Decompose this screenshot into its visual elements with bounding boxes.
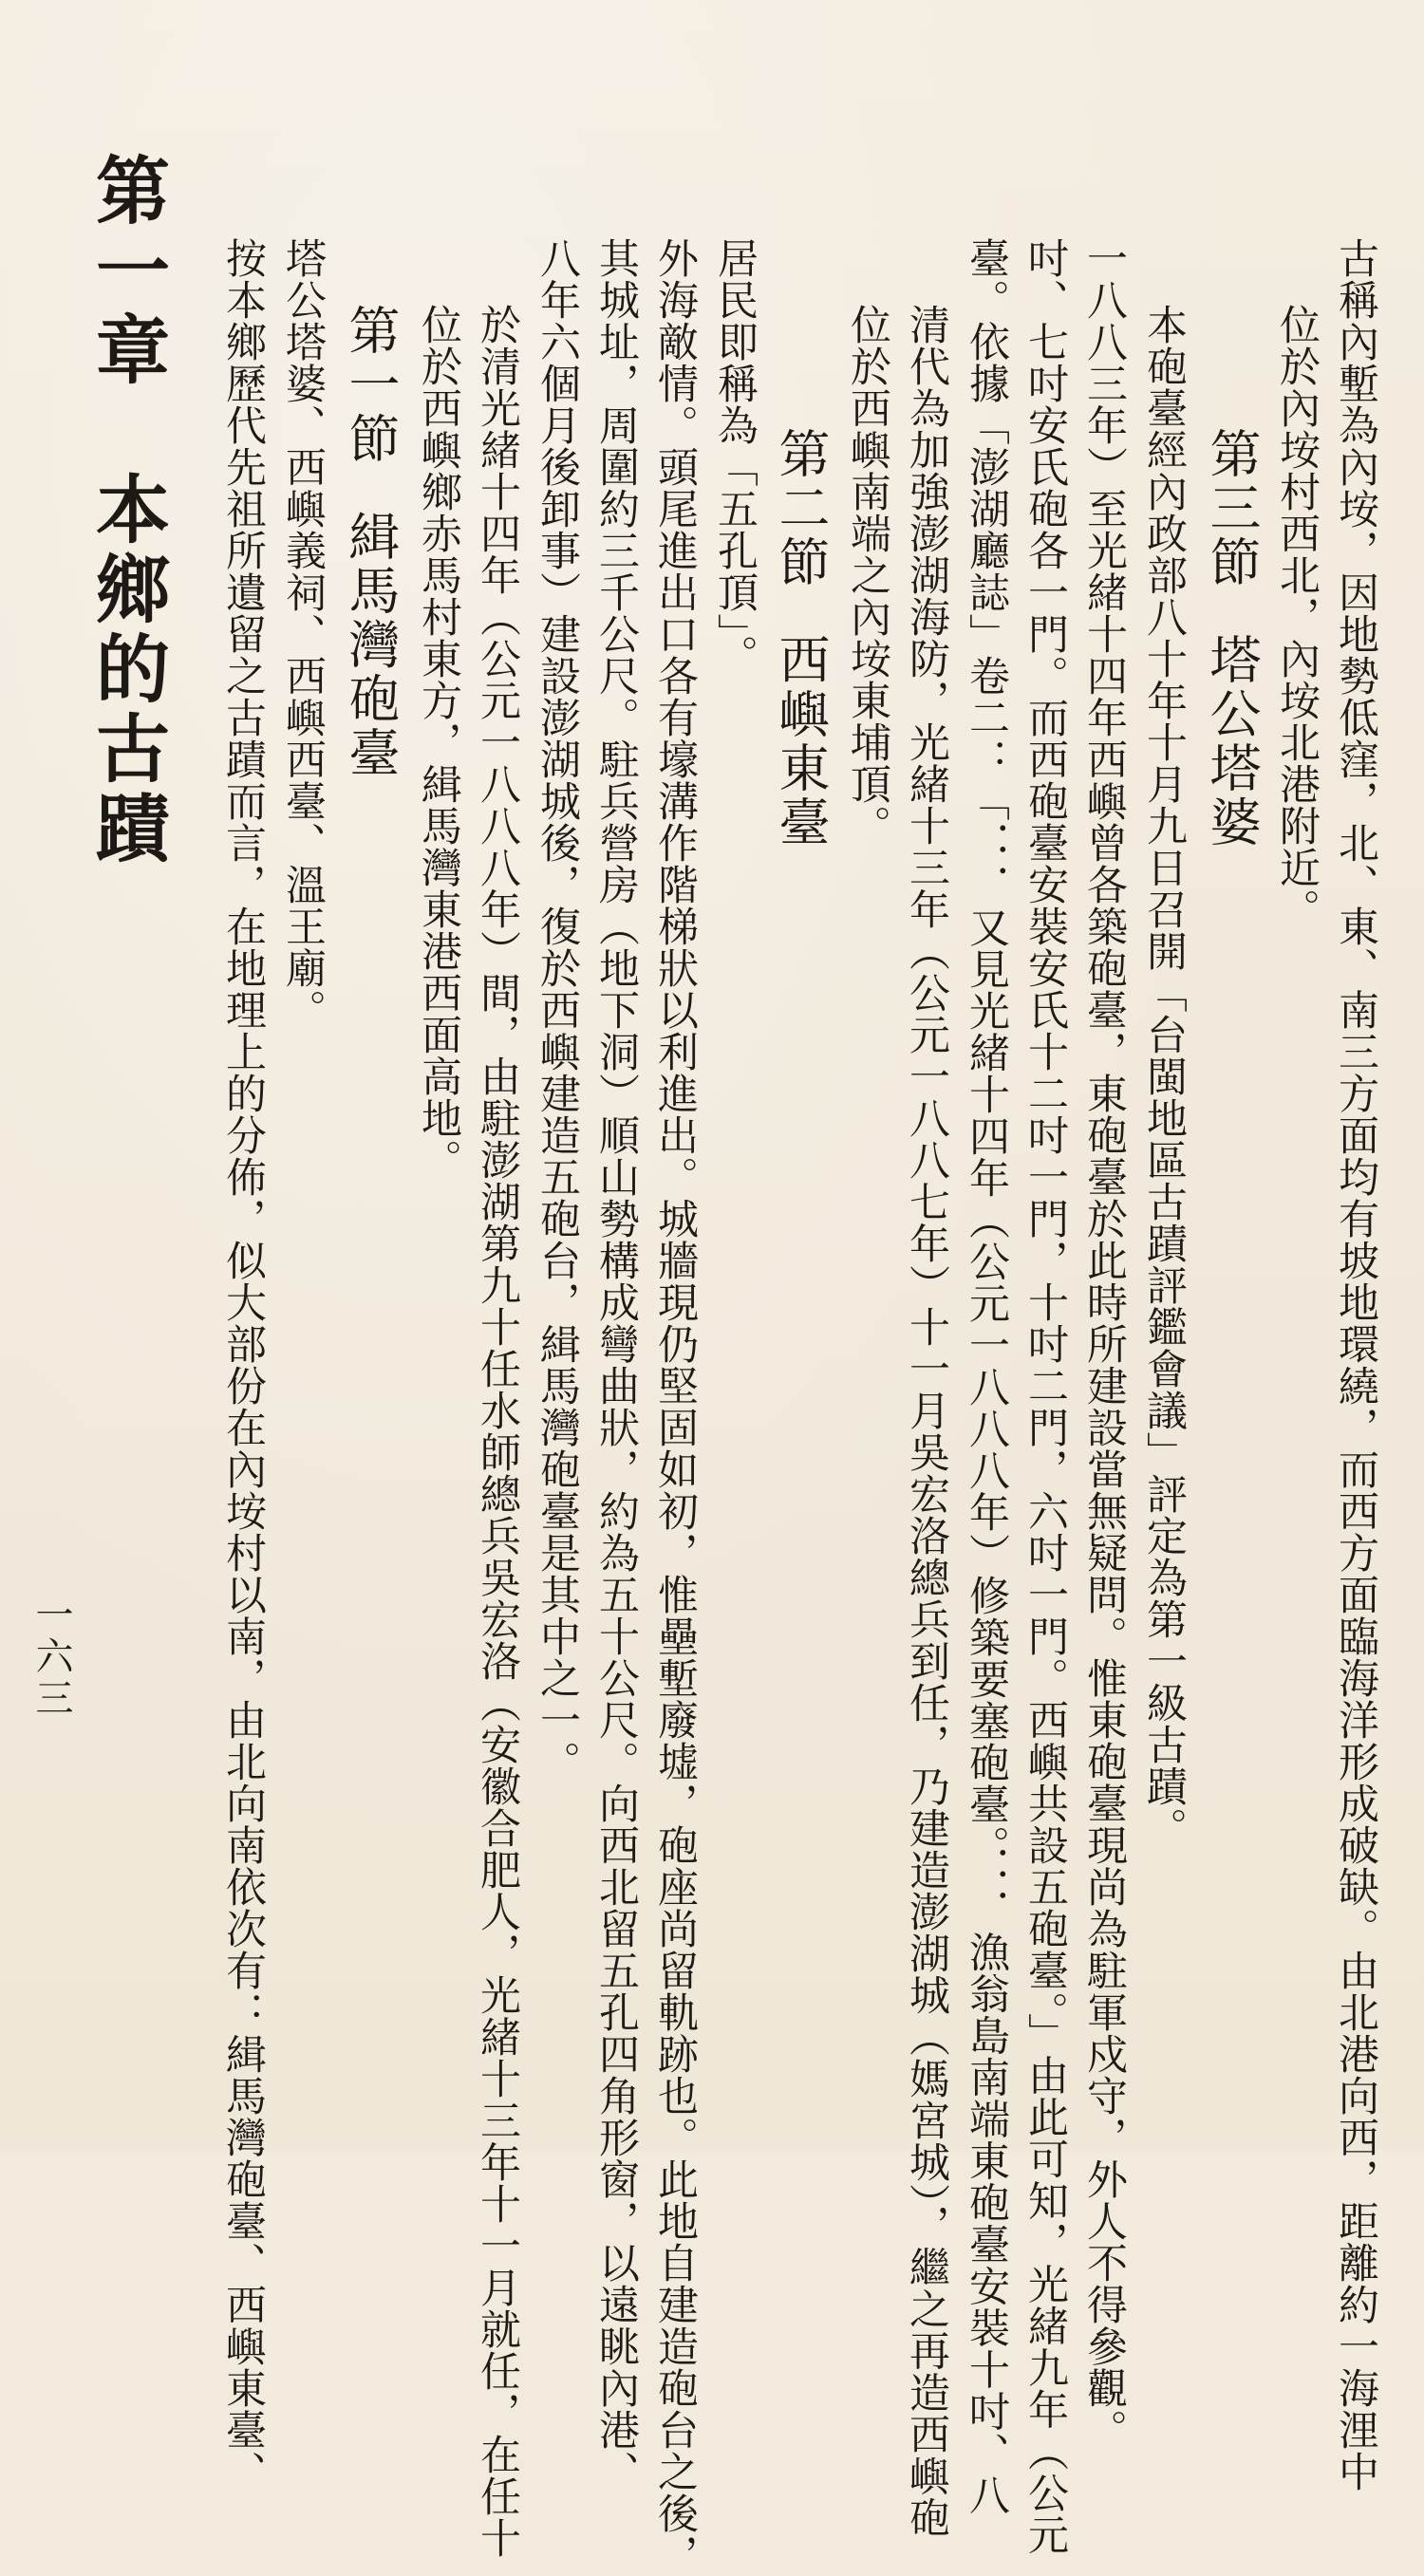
section-1-line-1: 位於西嶼鄉赤馬村東方，緝馬灣東港西面高地。 [415,304,462,1181]
section-1-title [341,304,401,780]
page-number: 一六三 [29,1595,73,1720]
section-3-line-1: 位於內垵村西北，內垵北港附近。 [1273,304,1321,930]
section-2-title [771,427,831,849]
section-3-line-2: 古稱內塹為內垵，因地勢低窪，北、東、南三方面均有坡地環繞，而西方面臨海洋形成破缺。由北港向西，距離約一海浬中 [1332,237,1379,2492]
section-1-line-4: 其城址，周圍約三千公尺。駐兵營房（地下洞）順山勢構成彎曲狀，約為五十公尺。向西北留五孔四角形窗，以遠眺內港、 [592,237,640,2492]
section-3-title [1202,427,1262,849]
section-2-line-1: 位於西嶼南端之內垵東埔頂。 [844,304,891,847]
section-1-line-5: 外海敵情。頭尾進出口各有壕溝作階梯狀以利進出。城牆現仍堅固如初，惟壘塹廢墟，砲座尚留軌跡也。此地自建造砲台之後， [651,237,699,2576]
section-2-line-6: 本砲臺經內政部八十年十月九日召開「台閩地區古蹟評鑑會議」評定為第一級古蹟。 [1140,304,1188,1849]
section-2-line-2: 清代為加強澎湖海防，光緒十三年（公元一八八七年）十一月吳宏洛總兵到任，乃建造澎湖城（媽宮城），繼之再造西嶼砲 [903,304,950,2539]
section-2-number: 第二節 [771,427,831,589]
section-2-line-4: 吋、七吋安氏砲各一門。而西砲臺安裝安氏十二吋一門，十吋二門，六吋一門。西嶼共設五砲臺。」由此可知，光緒九年（公元 [1021,237,1069,2556]
intro-line-1: 按本鄉歷代先祖所遺留之古蹟而言，在地理上的分佈，似大部份在內垵村以南，由北向南依次有：緝馬灣砲臺、西嶼東臺、 [219,237,267,2492]
section-1-line-6: 居民即稱為「五孔頂」。 [711,237,759,677]
section-1-number: 第一節 [341,304,401,466]
section-2-line-3: 臺。依據「澎湖廳誌」卷二：「．．．又見光緒十四年（公元一八八八年）修築要塞砲臺。．．．漁翁島南端東砲臺安裝十吋、八 [963,237,1010,2516]
intro-line-2: 塔公塔婆、西嶼義祠、西嶼西臺、溫王廟。 [279,237,327,1031]
section-2-name: 西嶼東臺 [771,633,831,849]
section-3-name: 塔公塔婆 [1202,633,1262,849]
section-3-number: 第三節 [1202,427,1262,589]
section-1-name: 緝馬灣砲臺 [341,510,401,780]
section-1-line-3: 八年六個月後卸事）建設澎湖城後，復於西嶼建造五砲台，緝馬灣砲臺是其中之一。 [534,237,581,1783]
section-2-line-5: 一八八三年）至光緒十四年西嶼曾各築砲臺，東砲臺於此時所建設當無疑問。惟東砲臺現尚為駐軍戍守，外人不得參觀。 [1080,237,1128,2451]
section-1-line-2: 於清光緒十四年（公元一八八八年）間，由駐澎湖第九十任水師總兵吳宏洛（安徽合肥人，光緒十三年十一月就任，在任十 [474,304,521,2559]
chapter-title: 第一章 本鄉的古蹟 [84,152,170,869]
